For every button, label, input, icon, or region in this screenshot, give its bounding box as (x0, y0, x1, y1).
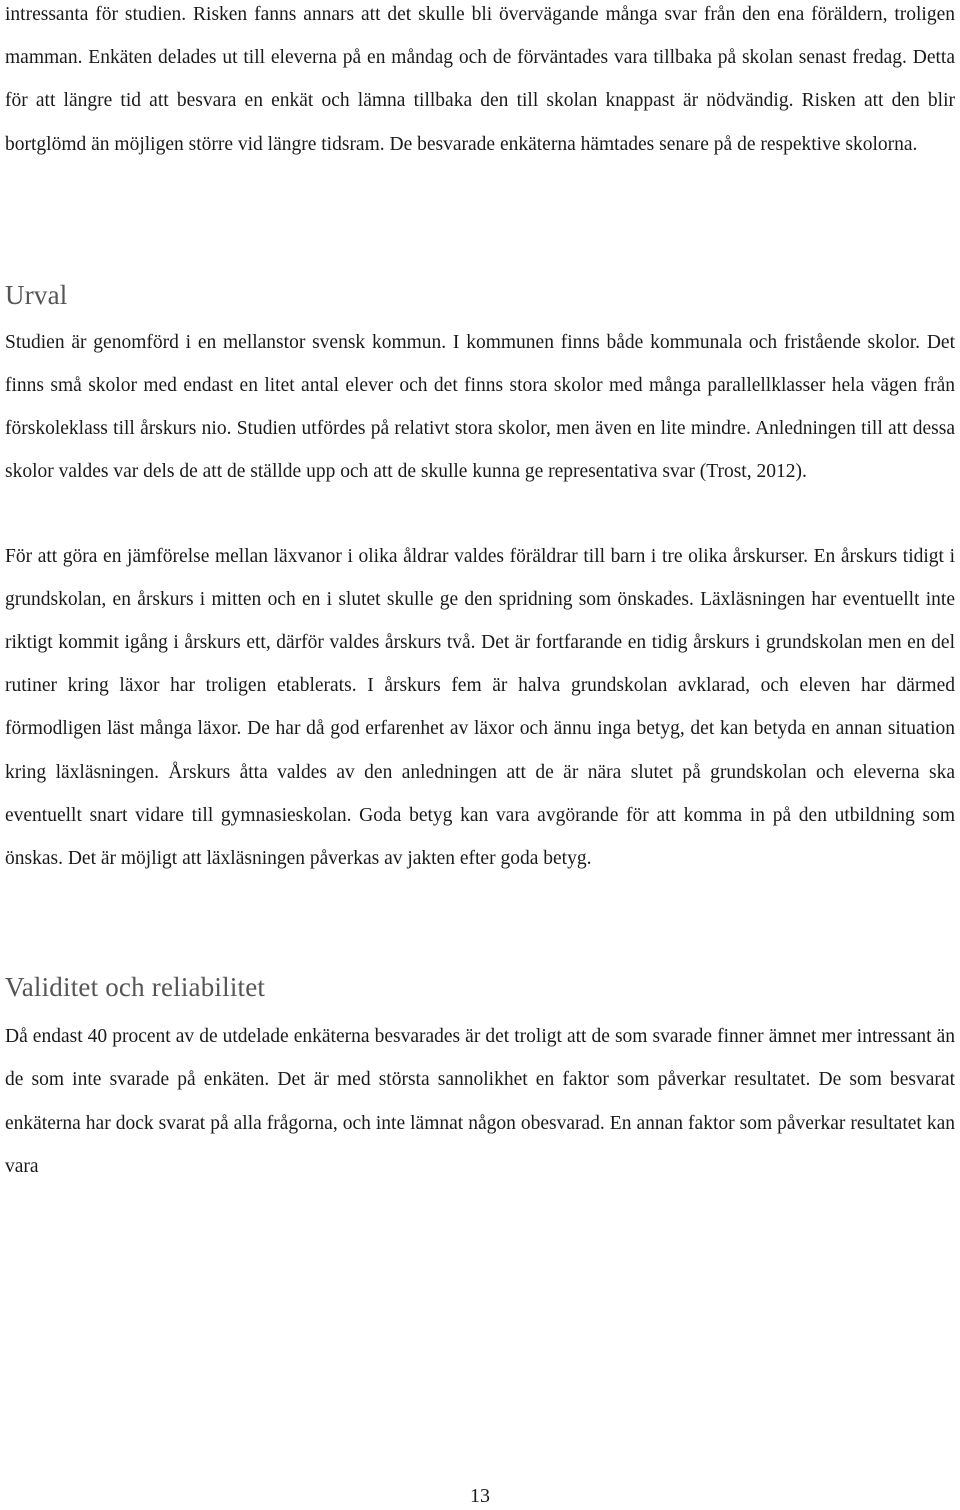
section-heading-validitet: Validitet och reliabilitet (5, 972, 266, 1003)
document-page (5, 0, 955, 1188)
page-number: 13 (470, 1485, 490, 1507)
section-heading-urval: Urval (5, 279, 68, 310)
body-paragraph: intressanta för studien. Risken fanns annars att det skulle bli övervägande många svar från den ena föräldern, troligen mamman. Enkäten delades ut till eleverna på en måndag och de förväntades vara tillbaka på skolan senast fredag. Detta för att längre tid att besvara en enkät och lämna tillbaka den till skolan knappast är nödvändig. Risken att den blir bortglömd än möjligen större vid längre tidsram. De besvarade enkäterna hämtades senare på de respektive skolorna. (5, 4, 955, 155)
body-paragraph: Studien är genomförd i en mellanstor svensk kommun. I kommunen finns både kommunala och fristående skolor. Det finns små skolor med endast en litet antal elever och det finns stora skolor med många parallellklasser hela vägen från förskoleklass till årskurs nio. Studien utfördes på relativt stora skolor, men även en lite mindre. Anledningen till att dessa skolor valdes var dels de att de ställde upp och att de skulle kunna ge representativa svar (Trost, 2012). (5, 331, 955, 483)
body-paragraph: För att göra en jämförelse mellan läxvanor i olika åldrar valdes föräldrar till barn i tre olika årskurser. En årskurs tidigt i grundskolan, en årskurs i mitten och en i slutet skulle ge den spridning som önskades. Läxläsningen har eventuellt inte riktigt kommit igång i årskurs ett, därför valdes årskurs två. Det är fortfarande en tidig årskurs i grundskolan men en del rutiner kring läxor har troligen etablerats. I årskurs fem är halva grundskolan avklarad, och eleven har därmed förmodligen läst många läxor. De har då god erfarenhet av läxor och ännu inga betyg, det kan betyda en annan situation kring läxläsningen. Årskurs åtta valdes av den anledningen att de är nära slutet på grundskolan och eleverna ska eventuellt snart vidare till gymnasieskolan. Goda betyg kan vara avgörande för att komma in på den utbildning som önskas. Det är möjligt att läxläsningen påverkas av jakten efter goda betyg. (5, 545, 955, 870)
body-paragraph: Då endast 40 procent av de utdelade enkäterna besvarades är det troligt att de som svarade finner ämnet mer intressant än de som inte svarade på enkäten. Det är med största sannolikhet en faktor som påverkar resultatet. De som besvarat enkäterna har dock svarat på alla frågorna, och inte lämnat någon obesvarad. En annan faktor som påverkar resultatet kan vara (5, 1026, 955, 1177)
